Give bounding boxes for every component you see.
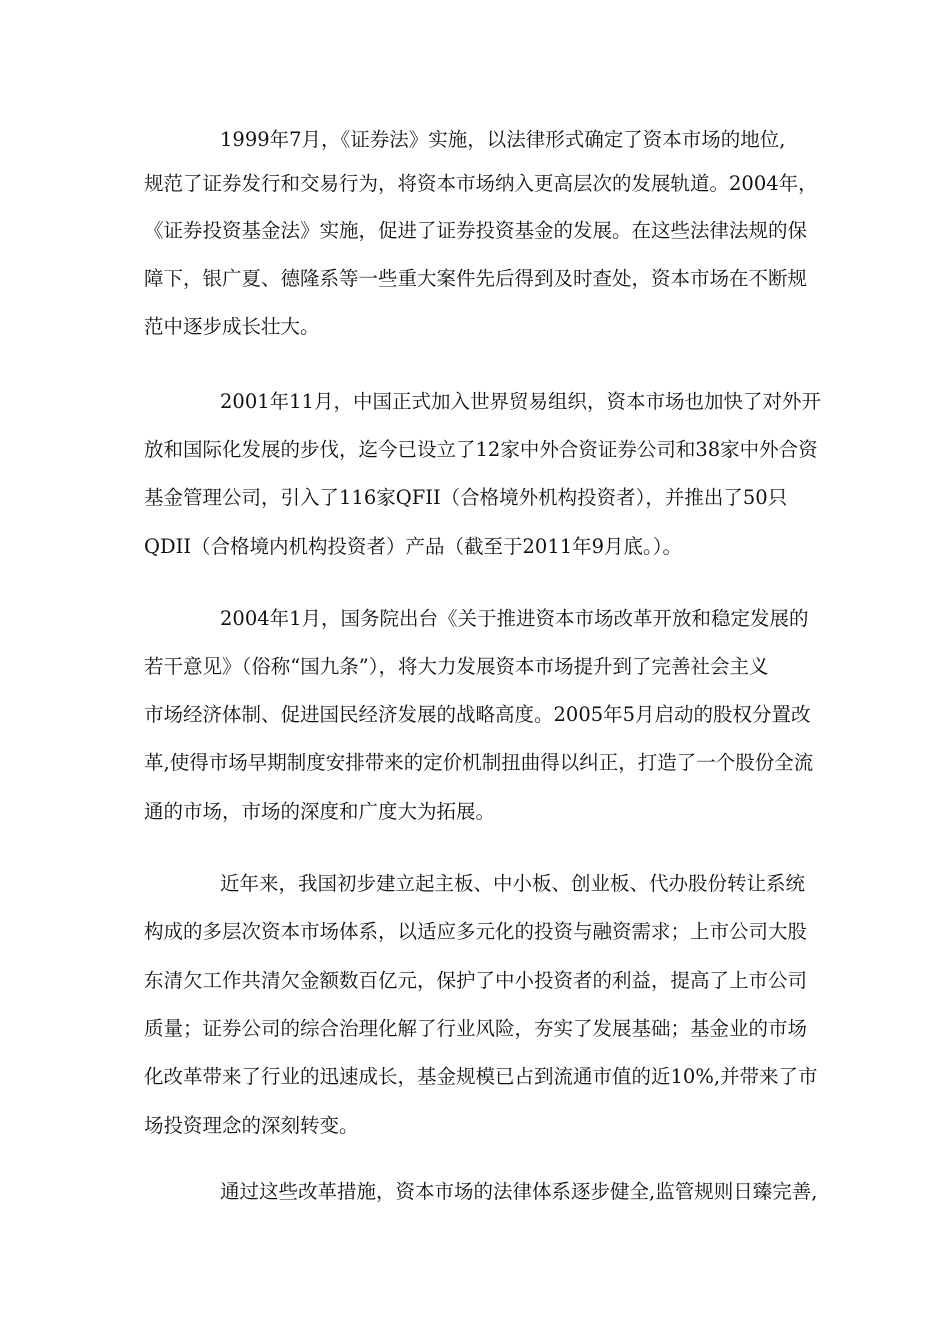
paragraph-3-line-3: 市场经济体制、促进国民经济发展的战略高度。2005年5月启动的股权分置改 bbox=[144, 703, 811, 726]
paragraph-1-line-5: 范中逐步成长壮大。 bbox=[144, 315, 320, 338]
paragraph-3-line-2: 若干意见》（俗称“国九条”），将大力发展资本市场提升到了完善社会主义 bbox=[144, 655, 769, 678]
paragraph-4-line-6: 场投资理念的深刻转变。 bbox=[144, 1114, 359, 1137]
paragraph-3-line-4: 革,使得市场早期制度安排带来的定价机制扭曲得以纠正，打造了一个股份全流 bbox=[144, 751, 814, 774]
paragraph-3-line-1: 2004年1月，国务院出台《关于推进资本市场改革开放和稳定发展的 bbox=[220, 607, 809, 630]
paragraph-1-line-4: 障下，银广夏、德隆系等一些重大案件先后得到及时查处，资本市场在不断规 bbox=[144, 267, 808, 290]
paragraph-2-line-1: 2001年11月，中国正式加入世界贸易组织，资本市场也加快了对外开 bbox=[220, 390, 821, 413]
paragraph-1-line-3: 《证券投资基金法》实施，促进了证券投资基金的发展。在这些法律法规的保 bbox=[144, 219, 808, 242]
paragraph-4-line-4: 质量；证券公司的综合治理化解了行业风险，夯实了发展基础；基金业的市场 bbox=[144, 1017, 808, 1040]
paragraph-1-line-1: 1999年7月，《证券法》实施，以法律形式确定了资本市场的地位, bbox=[220, 128, 786, 151]
paragraph-3-line-5: 通的市场，市场的深度和广度大为拓展。 bbox=[144, 800, 496, 823]
paragraph-2-line-3: 基金管理公司，引入了116家QFII（合格境外机构投资者），并推出了50只 bbox=[144, 486, 788, 509]
paragraph-1-line-2: 规范了证券发行和交易行为，将资本市场纳入更高层次的发展轨道。2004年， bbox=[144, 172, 818, 195]
paragraph-2-line-2: 放和国际化发展的步伐，迄今已设立了12家中外合资证券公司和38家中外合资 bbox=[144, 438, 818, 461]
paragraph-4-line-3: 东清欠工作共清欠金额数百亿元，保护了中小投资者的利益，提高了上市公司 bbox=[144, 969, 808, 992]
paragraph-4-line-2: 构成的多层次资本市场体系，以适应多元化的投资与融资需求；上市公司大股 bbox=[144, 920, 808, 943]
paragraph-4-line-1: 近年来，我国初步建立起主板、中小板、创业板、代办股份转让系统 bbox=[220, 872, 806, 895]
paragraph-2-line-4: QDII（合格境内机构投资者）产品（截至于2011年9月底。）。 bbox=[144, 535, 683, 558]
paragraph-5-line-1: 通过这些改革措施，资本市场的法律体系逐步健全,监管规则日臻完善, bbox=[220, 1180, 818, 1203]
paragraph-4-line-5: 化改革带来了行业的迅速成长，基金规模已占到流通市值的近10%,并带来了市 bbox=[144, 1065, 818, 1088]
